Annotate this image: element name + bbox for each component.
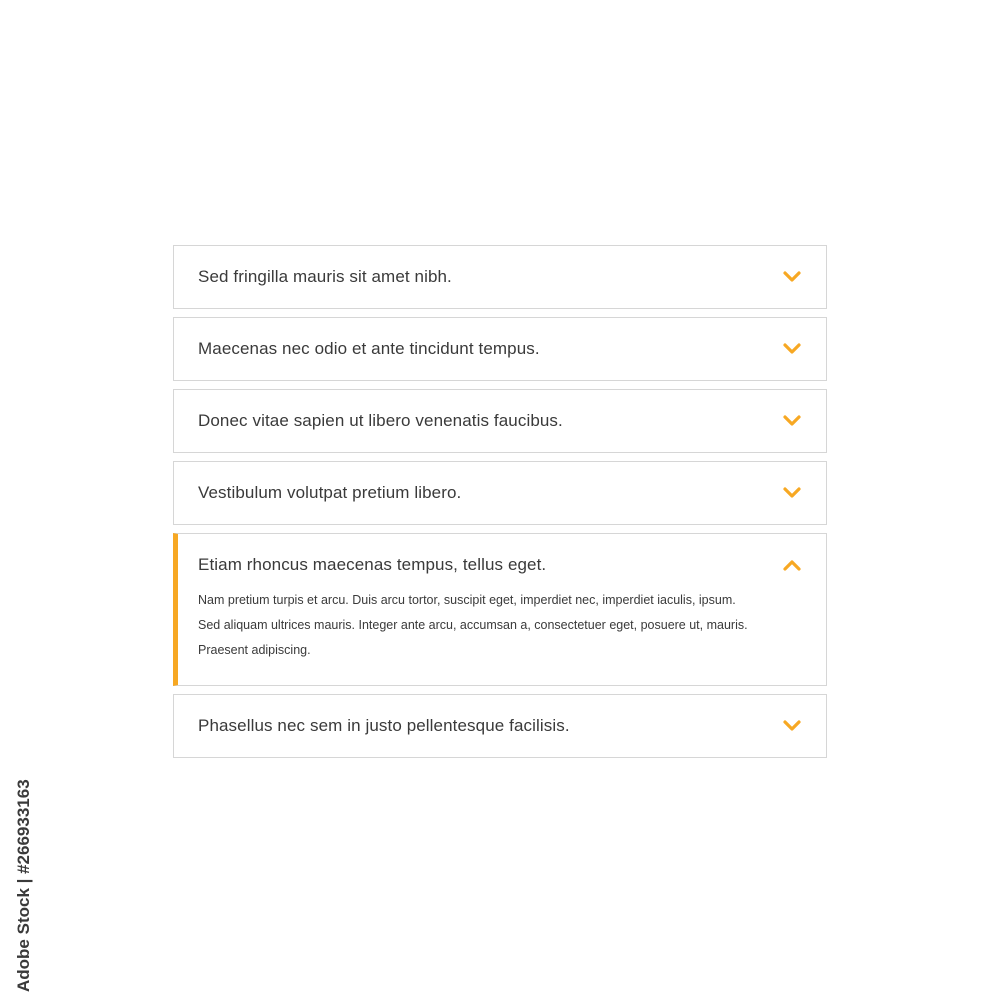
stock-watermark bbox=[6, 762, 36, 992]
accordion bbox=[173, 245, 827, 766]
accordion-item bbox=[173, 245, 827, 309]
accordion-item bbox=[173, 694, 827, 758]
accordion-panel bbox=[178, 588, 826, 685]
chevron-down-icon[interactable] bbox=[782, 717, 802, 735]
accordion-panel-text: Nam pretium turpis et arcu. Duis arcu tortor, suscipit eget, imperdiet nec, imperdiet iaculis, ipsum. Sed aliquam ultrices mauris. Integer ante arcu, accumsan a, consectetuer eget, posuere ut, mauris. Praesent adipiscing. bbox=[198, 593, 748, 657]
accordion-title: Etiam rhoncus maecenas tempus, tellus eget. bbox=[198, 555, 547, 574]
chevron-down-icon[interactable] bbox=[782, 340, 802, 358]
accordion-header[interactable] bbox=[178, 534, 826, 596]
accordion-title: Vestibulum volutpat pretium libero. bbox=[198, 483, 462, 502]
chevron-up-icon[interactable] bbox=[782, 556, 802, 574]
chevron-down-icon[interactable] bbox=[782, 268, 802, 286]
chevron-down-icon[interactable] bbox=[782, 412, 802, 430]
accordion-header[interactable] bbox=[174, 246, 826, 308]
accordion-item-expanded bbox=[173, 533, 827, 686]
accordion-item bbox=[173, 461, 827, 525]
accordion-title: Phasellus nec sem in justo pellentesque facilisis. bbox=[198, 716, 570, 735]
accordion-header[interactable] bbox=[174, 695, 826, 757]
accordion-title: Sed fringilla mauris sit amet nibh. bbox=[198, 267, 452, 286]
chevron-down-icon[interactable] bbox=[782, 484, 802, 502]
watermark-text: Adobe Stock | #266933163 bbox=[14, 779, 33, 992]
accordion-header[interactable] bbox=[174, 462, 826, 524]
accordion-title: Donec vitae sapien ut libero venenatis faucibus. bbox=[198, 411, 563, 430]
accordion-title: Maecenas nec odio et ante tincidunt tempus. bbox=[198, 339, 540, 358]
accordion-header[interactable] bbox=[174, 318, 826, 380]
accordion-item bbox=[173, 317, 827, 381]
accordion-header[interactable] bbox=[174, 390, 826, 452]
accordion-item bbox=[173, 389, 827, 453]
